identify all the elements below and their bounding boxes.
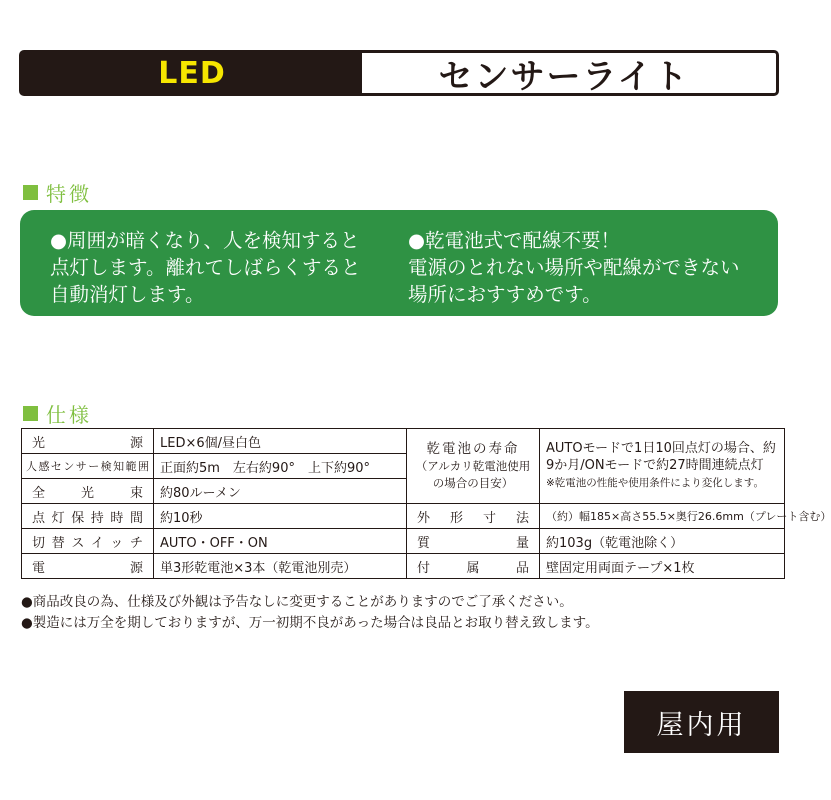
spec-value: LED×6個/昼白色 [154,429,407,454]
table-row [22,529,785,554]
spec-key: 全光束 [22,479,154,504]
notes [21,592,599,634]
battery-life-note: ※乾電池の性能や使用条件により変化します。 [546,477,764,489]
note-line: ●製造には万全を期しておりますが、万一初期不良があった場合は良品とお取り替え致します。 [21,615,599,631]
spec-value: 約10秒 [154,504,407,529]
spec-value: 正面約5m 左右約90° 上下約90° [154,454,407,479]
spec-key: 付属品 [407,554,540,579]
spec-value-battery-life [540,429,785,504]
spec-value: 約80ルーメン [154,479,407,504]
spec-key: 人感センサー検知範囲 [22,454,154,479]
spec-table [21,428,831,579]
features-heading [23,178,92,207]
spec-key: 質量 [407,529,540,554]
battery-life-value: AUTOモードで1日10回点灯の場合、約9か月/ONモードで約27時間連続点灯 [546,441,776,473]
table-row [22,429,785,454]
spec-heading [23,399,92,428]
features-heading-text: 特徴 [46,182,92,206]
indoor-use-badge: 屋内用 [624,691,779,753]
title-sensor-light: センサーライト [438,56,690,97]
spec-value: 壁固定用両面テープ×1枚 [540,554,785,579]
spec-heading-text: 仕様 [46,403,92,427]
spec-value: （約）幅185×高さ55.5×奥行26.6mm（プレート含む） [540,504,785,529]
features-box [20,210,778,316]
spec-key: 切替スイッチ [22,529,154,554]
battery-life-label: 乾電池の寿命 [426,440,520,457]
table-row [22,504,785,529]
spec-key: 光源 [22,429,154,454]
feature-item: ●乾電池式で配線不要！ 電源のとれない場所や配線ができない 場所におすすめです。 [408,229,740,306]
battery-life-sub: （アルカリ乾電池使用の場合の目安） [415,458,531,490]
spec-key: 電源 [22,554,154,579]
spec-key: 外形寸法 [407,504,540,529]
spec-value: 約103g（乾電池除く） [540,529,785,554]
spec-value: 単3形乾電池×3本（乾電池別売） [154,554,407,579]
spec-key: 点灯保持時間 [22,504,154,529]
spec-value: AUTO・OFF・ON [154,529,407,554]
table-row [22,554,785,579]
feature-item: ●周囲が暗くなり、人を検知すると 点灯します。離れてしばらくすると 自動消灯します。 [50,229,361,306]
title-led: LED [22,53,362,93]
product-title-banner [19,50,779,96]
note-line: ●商品改良の為、仕様及び外観は予告なしに変更することがありますのでご了承ください。 [21,594,573,610]
spec-key-battery-life [407,429,540,504]
square-bullet-icon [23,406,38,421]
square-bullet-icon [23,185,38,200]
